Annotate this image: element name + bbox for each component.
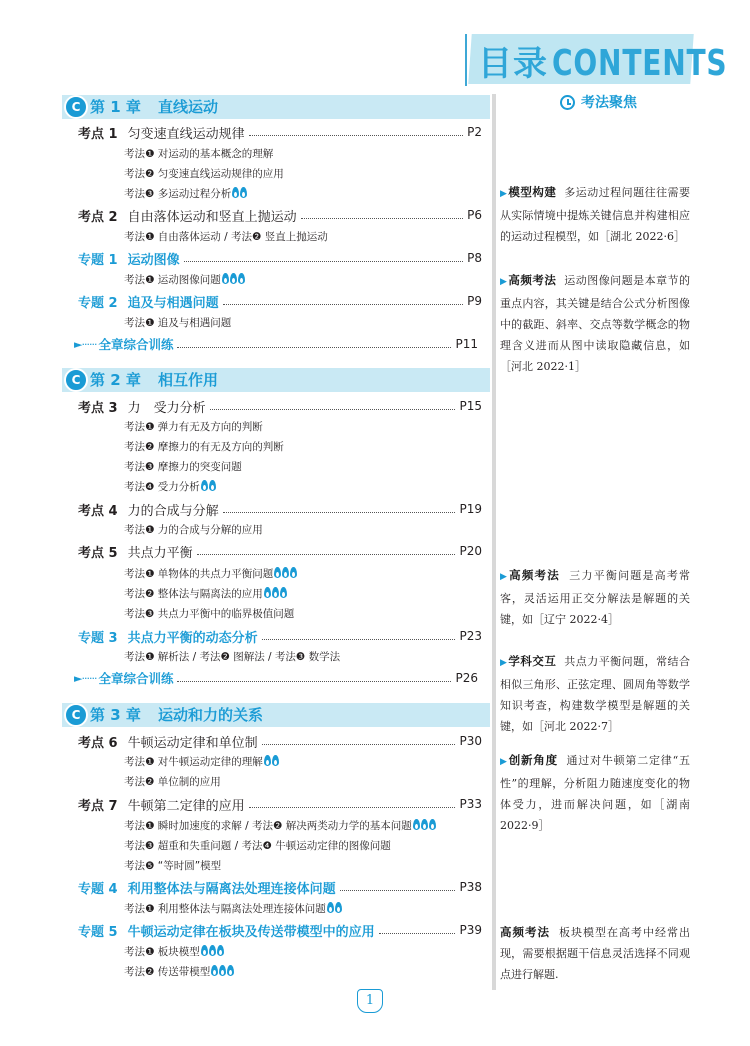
sub-item[interactable] <box>124 817 436 835</box>
chapter-1-bar[interactable] <box>62 95 490 119</box>
note-text: 通过对牛顿第二定律“五性”的理解，分析阻力随速度变化的物体受力，进而解决问题，如［湖南 2022·9］ <box>500 754 691 832</box>
row-title: 利用整体法与隔离法处理连接体问题 <box>127 881 336 897</box>
sub-item[interactable] <box>124 271 245 289</box>
flame-icon <box>217 945 224 956</box>
leader-dots <box>197 554 456 555</box>
note-tag: 创新角度 <box>508 753 558 767</box>
flame-icon <box>222 273 229 284</box>
leader-dots <box>249 807 456 808</box>
flame-icon <box>264 755 271 766</box>
sub-item[interactable]: 考法❷ 单位制的应用 <box>124 776 221 788</box>
chapter-number: 第 2 章 <box>90 371 141 389</box>
flame-icon <box>227 965 234 976</box>
sub-item[interactable]: 考法❸ 共点力平衡中的临界极值问题 <box>124 608 295 620</box>
sub-text: 考法❶ 单物体的共点力平衡问题 <box>124 568 274 580</box>
row-page: P33 <box>459 797 482 811</box>
sub-item[interactable]: 考法❶ 解析法 / 考法❷ 图解法 / 考法❸ 数学法 <box>124 651 341 663</box>
sub-text: 考法❹ 受力分析 <box>124 481 200 493</box>
row-label: 考点 1 <box>78 126 118 142</box>
leader-dots <box>262 639 456 640</box>
leader-dots <box>223 512 456 513</box>
sub-item[interactable]: 考法❸ 超重和失重问题 / 考法❹ 牛顿运动定律的图像问题 <box>124 840 391 852</box>
flame-icon <box>230 273 237 284</box>
row-label: 专题 3 <box>78 630 118 646</box>
row-title: 运动图像 <box>127 252 180 268</box>
row-prefix: ►······ <box>74 671 97 685</box>
flame-icon <box>290 567 297 578</box>
arrow-icon: ▶ <box>500 757 508 767</box>
leader-dots <box>210 409 456 410</box>
flame-icon <box>421 819 428 830</box>
row-title: 追及与相遇问题 <box>127 295 219 311</box>
arrow-icon: ▶ <box>500 658 508 668</box>
note-tag: 高频考法 <box>509 568 560 582</box>
note-text: 多运动过程问题往往需要从实际情境中提炼关键信息并构建相应的运动过程模型，如［湖北 2022·6］ <box>500 186 691 243</box>
row-title: 全章综合训练 <box>98 337 174 352</box>
chapter-title: 直线运动 <box>158 98 219 116</box>
leader-dots <box>177 681 451 682</box>
sub-text: 考法❶ 利用整体法与隔离法处理连接体问题 <box>124 903 326 915</box>
sub-text: 考法❷ 传送带模型 <box>124 966 211 978</box>
toc-row-zhuanti-3[interactable] <box>78 626 482 646</box>
title-zh: 目录 <box>478 44 548 84</box>
row-page: P38 <box>459 880 482 894</box>
row-page: P26 <box>455 671 478 685</box>
toc-row-kaodian-4[interactable] <box>78 499 482 519</box>
flame-icon <box>219 965 226 976</box>
row-label: 考点 2 <box>78 209 118 225</box>
toc-row-kaodian-7[interactable] <box>78 794 482 814</box>
toc-row-kaodian-1[interactable] <box>78 122 482 142</box>
note-text: 运动图像问题是本章节的重点内容，其关键是结合公式分析图像中的截距、斜率、交点等数学概念的物理含义进而从图中读取隐藏信息，如［河北 2022·1］ <box>500 274 691 373</box>
toc-row-kaodian-3[interactable] <box>78 396 482 416</box>
note-tag: 模型构建 <box>508 185 557 199</box>
note-tag: 高频考法 <box>508 273 557 287</box>
row-page: P15 <box>459 399 482 413</box>
flame-icon <box>238 273 245 284</box>
chapter-3-bar[interactable] <box>62 703 490 727</box>
page-number: 1 <box>357 989 383 1013</box>
chapter-2-bar[interactable] <box>62 368 490 392</box>
row-label: 考点 5 <box>78 545 118 561</box>
sub-text: 考法❸ 多运动过程分析 <box>124 188 232 200</box>
row-label: 专题 2 <box>78 295 118 311</box>
sub-text: 考法❶ 对牛顿运动定律的理解 <box>124 756 263 768</box>
flame-icon <box>327 902 334 913</box>
sub-item[interactable] <box>124 565 297 583</box>
leader-dots <box>379 933 456 934</box>
row-page: P39 <box>459 923 482 937</box>
note-4 <box>500 651 690 737</box>
clock-icon <box>560 95 575 110</box>
sub-text: 考法❶ 瞬时加速度的求解 / 考法❷ 解决两类动力学的基本问题 <box>124 820 412 832</box>
leader-dots <box>223 304 464 305</box>
flame-icon <box>429 819 436 830</box>
row-title: 共点力平衡 <box>127 545 193 561</box>
flame-icon <box>413 819 420 830</box>
sub-item[interactable] <box>124 963 234 981</box>
row-page: P11 <box>455 337 478 351</box>
sub-item[interactable]: 考法❷ 匀变速直线运动规律的应用 <box>124 168 284 180</box>
arrow-icon: ▶ <box>500 277 508 287</box>
sub-item[interactable]: 考法❶ 弹力有无及方向的判断 <box>124 421 263 433</box>
note-1 <box>500 182 690 247</box>
toc-row-zhuanti-4[interactable] <box>78 877 482 897</box>
sub-text: 考法❷ 整体法与隔离法的应用 <box>124 588 263 600</box>
page-title <box>478 36 750 85</box>
leader-dots <box>340 890 456 891</box>
row-label: 专题 5 <box>78 924 118 940</box>
flame-icon <box>282 567 289 578</box>
sub-item[interactable]: 考法❷ 摩擦力的有无及方向的判断 <box>124 441 284 453</box>
sub-item[interactable] <box>124 185 247 203</box>
toc-row-kaodian-2[interactable] <box>78 205 482 225</box>
leader-dots <box>184 261 464 262</box>
flame-icon <box>240 187 247 198</box>
row-label: 专题 4 <box>78 881 118 897</box>
row-label: 考点 3 <box>78 400 118 416</box>
sub-item[interactable]: 考法❶ 对运动的基本概念的理解 <box>124 148 274 160</box>
note-tag: 学科交互 <box>508 654 557 668</box>
flame-icon <box>274 567 281 578</box>
chapter-number: 第 1 章 <box>90 98 141 116</box>
chapter-title: 运动和力的关系 <box>158 706 264 724</box>
toc-row-kaodian-5[interactable] <box>78 541 482 561</box>
sub-text: 考法❶ 运动图像问题 <box>124 274 221 286</box>
row-page: P6 <box>467 208 482 222</box>
note-6 <box>500 922 690 985</box>
chapter-icon: C <box>64 368 88 392</box>
flame-icon <box>335 902 342 913</box>
note-text: 三力平衡问题是高考常客，灵活运用正交分解法是解题的关键，如［辽宁 2022·4］ <box>500 569 691 626</box>
flame-icon <box>201 945 208 956</box>
flame-icon <box>211 965 218 976</box>
chapter-number: 第 3 章 <box>90 706 141 724</box>
note-5 <box>500 750 690 836</box>
row-label: 考点 6 <box>78 735 118 751</box>
arrow-icon: ▶ <box>500 189 508 199</box>
toc-row-summary-1[interactable] <box>74 334 478 354</box>
row-page: P9 <box>467 294 482 308</box>
row-page: P30 <box>459 734 482 748</box>
row-page: P19 <box>459 502 482 516</box>
row-page: P2 <box>467 125 482 139</box>
leader-dots <box>177 347 451 348</box>
sub-item[interactable] <box>124 478 216 496</box>
note-tag: 高频考法 <box>500 925 550 939</box>
title-en: CONTENTS <box>552 43 728 84</box>
toc-row-zhuanti-2[interactable] <box>78 291 482 311</box>
row-title: 牛顿第二定律的应用 <box>127 798 245 814</box>
column-divider <box>492 94 496 990</box>
row-label: 考点 7 <box>78 798 118 814</box>
row-title: 共点力平衡的动态分析 <box>127 630 258 646</box>
focus-heading <box>560 92 637 112</box>
sub-item[interactable] <box>124 943 224 961</box>
row-page: P20 <box>459 544 482 558</box>
chapter-icon: C <box>64 703 88 727</box>
row-prefix: ►······ <box>74 337 97 351</box>
toc-row-zhuanti-1[interactable] <box>78 248 482 268</box>
toc-row-summary-2[interactable] <box>74 668 478 688</box>
sub-text: 考法❶ 板块模型 <box>124 946 200 958</box>
row-label: 考点 4 <box>78 503 118 519</box>
row-title: 全章综合训练 <box>98 671 174 686</box>
row-page: P23 <box>459 629 482 643</box>
chapter-title: 相互作用 <box>158 371 219 389</box>
sub-item[interactable]: 考法❺ “等时圆”模型 <box>124 860 222 872</box>
leader-dots <box>249 135 464 136</box>
sub-item[interactable] <box>124 585 287 603</box>
sub-item[interactable] <box>124 753 279 771</box>
flame-icon <box>280 587 287 598</box>
row-title: 匀变速直线运动规律 <box>127 126 245 142</box>
note-2 <box>500 270 690 377</box>
note-text: 共点力平衡问题，常结合相似三角形、正弦定理、圆周角等数学知识考查，构建数学模型是解题的关键，如［河北 2022·7］ <box>500 655 691 733</box>
leader-dots <box>262 744 456 745</box>
row-title: 牛顿运动定律和单位制 <box>127 735 258 751</box>
row-title: 力 受力分析 <box>127 400 206 416</box>
flame-icon <box>232 187 239 198</box>
row-label: 专题 1 <box>78 252 118 268</box>
flame-icon <box>209 945 216 956</box>
sub-item[interactable]: 考法❶ 追及与相遇问题 <box>124 317 232 329</box>
sub-item[interactable] <box>124 900 342 918</box>
row-title: 牛顿运动定律在板块及传送带模型中的应用 <box>127 924 375 940</box>
row-page: P8 <box>467 251 482 265</box>
row-title: 自由落体运动和竖直上抛运动 <box>127 209 297 225</box>
flame-icon <box>201 480 208 491</box>
note-3 <box>500 565 690 630</box>
chapter-icon: C <box>64 95 88 119</box>
toc-row-zhuanti-5[interactable] <box>78 920 482 940</box>
flame-icon <box>272 587 279 598</box>
sub-item[interactable]: 考法❶ 力的合成与分解的应用 <box>124 524 263 536</box>
flame-icon <box>209 480 216 491</box>
toc-row-kaodian-6[interactable] <box>78 731 482 751</box>
header-accent-line <box>465 34 467 86</box>
flame-icon <box>272 755 279 766</box>
row-title: 力的合成与分解 <box>127 503 219 519</box>
note-text: 板块模型在高考中经常出现，需要根据题干信息灵活选择不同观点进行解题. <box>500 926 690 981</box>
sub-item[interactable]: 考法❶ 自由落体运动 / 考法❷ 竖直上抛运动 <box>124 231 328 243</box>
flame-icon <box>264 587 271 598</box>
arrow-icon: ▶ <box>500 572 509 582</box>
sub-item[interactable]: 考法❸ 摩擦力的突变问题 <box>124 461 242 473</box>
focus-title: 考法聚焦 <box>581 95 637 111</box>
leader-dots <box>301 218 464 219</box>
